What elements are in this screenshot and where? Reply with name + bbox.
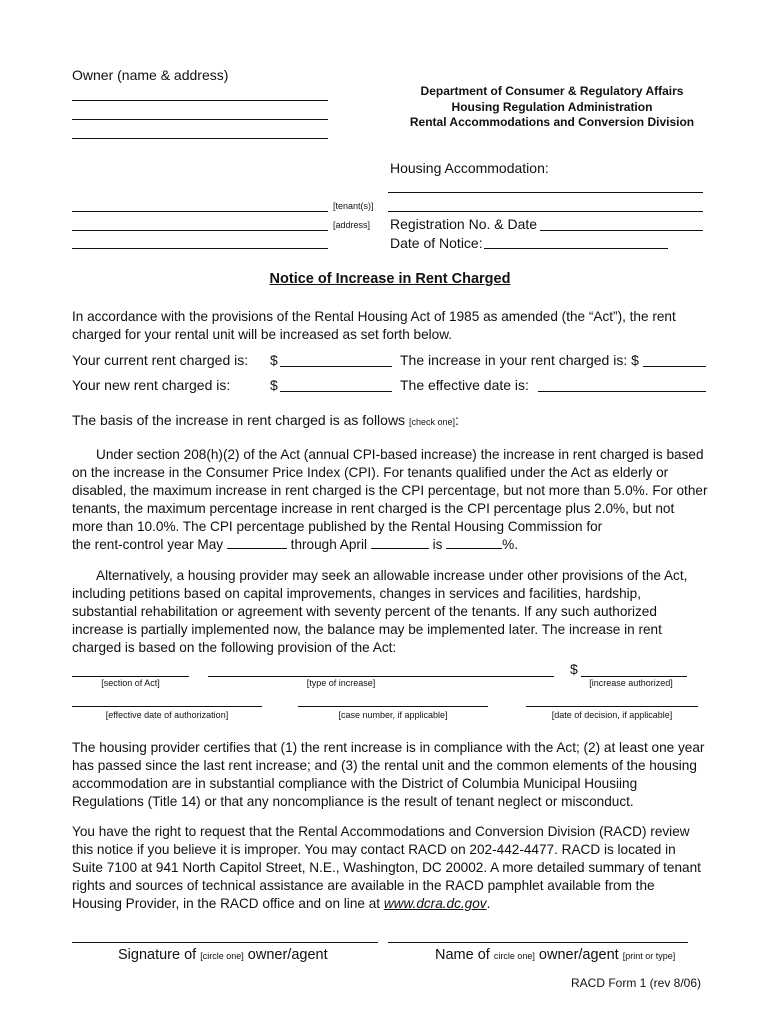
department-line-1: Department of Consumer & Regulatory Affairs (420, 84, 684, 98)
certification-paragraph: The housing provider certifies that (1) the rent increase is in compliance with the Act; (2) at least one year has passed since the last rent increase; and (3) the rental unit and the common elements of the housing accommodation are in substantial compliance with the District of Columbia Municipal Housiing Regulations (Title 14) or that any noncompliance is the result of tenant neglect or misconduct. (72, 740, 705, 809)
housing-accommodation-label: Housing Accommodation: (390, 160, 549, 176)
cpi-april-field[interactable] (371, 536, 429, 549)
signature-circle-one: [circle one] (200, 951, 244, 961)
basis-colon: : (454, 412, 459, 428)
intro-paragraph: In accordance with the provisions of the Rental Housing Act of 1985 as amended (the “Act”), the rent charged for your rental unit will be increased as set forth below. (72, 309, 676, 342)
case-number-label: [case number, if applicable] (338, 710, 448, 720)
owner-line-1[interactable] (72, 100, 328, 101)
date-of-notice-label: Date of Notice: (390, 235, 483, 251)
effective-auth-label: [effective date of authorization] (105, 710, 229, 720)
name-circle-one: circle one] (493, 951, 535, 961)
name-caption (435, 947, 675, 963)
owner-line-3[interactable] (72, 138, 328, 139)
address-line[interactable] (72, 230, 328, 231)
current-rent-field[interactable] (280, 366, 392, 367)
effective-date-field[interactable] (538, 391, 706, 392)
cpi-is: is (432, 537, 443, 552)
department-line-3: Rental Accommodations and Conversion Division (409, 115, 695, 129)
registration-label: Registration No. & Date (390, 216, 538, 232)
name-label: Name of (435, 947, 490, 963)
current-rent-dollar: $ (270, 352, 278, 368)
cpi-percentage-field[interactable] (446, 536, 502, 549)
increase-authorized-label: [increase authorized] (589, 678, 673, 688)
cpi-may-field[interactable] (227, 536, 287, 549)
department-line-2: Housing Regulation Administration (451, 99, 653, 114)
tenant-line[interactable] (72, 211, 328, 212)
new-rent-field[interactable] (280, 391, 392, 392)
owner-line-2[interactable] (72, 119, 328, 120)
increase-amount-field[interactable] (643, 366, 706, 367)
signature-caption (118, 947, 328, 963)
department-header (392, 84, 712, 131)
address-line-2[interactable] (72, 248, 328, 249)
name-owner-agent: owner/agent (538, 947, 619, 963)
current-rent-label: Your current rent charged is: (72, 352, 249, 368)
cpi-pct: %. (502, 537, 519, 552)
dcra-website-link[interactable]: www.dcra.dc.gov (383, 896, 487, 911)
address-label: [address] (333, 220, 371, 230)
basis-text: The basis of the increase in rent charged is as follows (72, 412, 406, 428)
cpi-text: Under section 208(h)(2) of the Act (annual CPI-based increase) the increase in rent charged is based on the increase in the Consumer Price Index (CPI). For tenants qualified under the Act as elderly or disabled, the maximum increase in rent charged is the CPI percentage, but not more than 5.0%. For other tenants, the maximum percentage increase in rent charged is the CPI percentage plus 2.0%, but not more than 10.0%. The CPI percentage published by the Rental Housing Commission for (72, 447, 708, 534)
housing-accommodation-line-2[interactable] (388, 211, 703, 212)
alternative-paragraph: Alternatively, a housing provider may seek an allowable increase under other provisions of the Act, including petitions based on capital improvements, changes in services and facilities, hardship, substantial rehabilitation or agreement with seventy percent of the tenants. If any such authorized increase is partially implemented now, the balance may be implemented later. The increase in rent charged is based on the following provision of the Act: (72, 568, 688, 655)
decision-date-label: [date of decision, if applicable] (551, 710, 673, 720)
registration-line[interactable] (540, 230, 703, 231)
basis-check-label: [check one] (408, 417, 455, 427)
cpi-through: through April (290, 537, 367, 552)
page-title: Notice of Increase in Rent Charged (269, 271, 511, 287)
form-id: RACD Form 1 (rev 8/06) (571, 976, 702, 990)
new-rent-label: Your new rent charged is: (72, 377, 231, 393)
rights-text: You have the right to request that the Rental Accommodations and Conversion Division (RACD) review this notice if you believe it is improper. You may contact RACD on 202-442-4477. RACD is located in Suite 7100 at 941 North Capitol Street, N.E., Washington, DC 20002. A more detailed summary of tenant rights and sources of technical assistance are available in the RACD pamphlet available from the Housing Provider, in the RACD office and on line at (72, 824, 701, 911)
new-rent-dollar: $ (270, 377, 278, 393)
type-of-increase-field[interactable] (208, 676, 554, 677)
owner-label: Owner (name & address) (72, 67, 229, 83)
basis-statement (72, 412, 459, 428)
authorized-dollar: $ (570, 661, 578, 677)
increase-amount-label: The increase in your rent charged is: $ (400, 352, 639, 368)
type-of-increase-label: [type of increase] (306, 678, 376, 688)
signature-owner-agent: owner/agent (247, 947, 328, 963)
section-of-act-label: [section of Act] (101, 678, 160, 688)
housing-accommodation-line[interactable] (388, 192, 703, 193)
section-of-act-field[interactable] (72, 676, 189, 677)
cpi-paragraph (72, 446, 708, 554)
increase-authorized-field[interactable] (581, 676, 687, 677)
name-line[interactable] (388, 942, 688, 943)
effective-date-label: The effective date is: (400, 377, 529, 393)
decision-date-field[interactable] (526, 706, 698, 707)
signature-line[interactable] (72, 942, 378, 943)
cpi-year-prefix: the rent-control year May (72, 537, 224, 552)
rights-end: . (486, 896, 491, 911)
effective-auth-field[interactable] (72, 706, 262, 707)
date-of-notice-line[interactable] (484, 248, 668, 249)
rights-paragraph (72, 823, 708, 913)
signature-label: Signature of (118, 947, 197, 963)
tenant-label: [tenant(s)] (333, 201, 374, 211)
case-number-field[interactable] (298, 706, 488, 707)
name-print-type: [print or type] (622, 951, 676, 961)
